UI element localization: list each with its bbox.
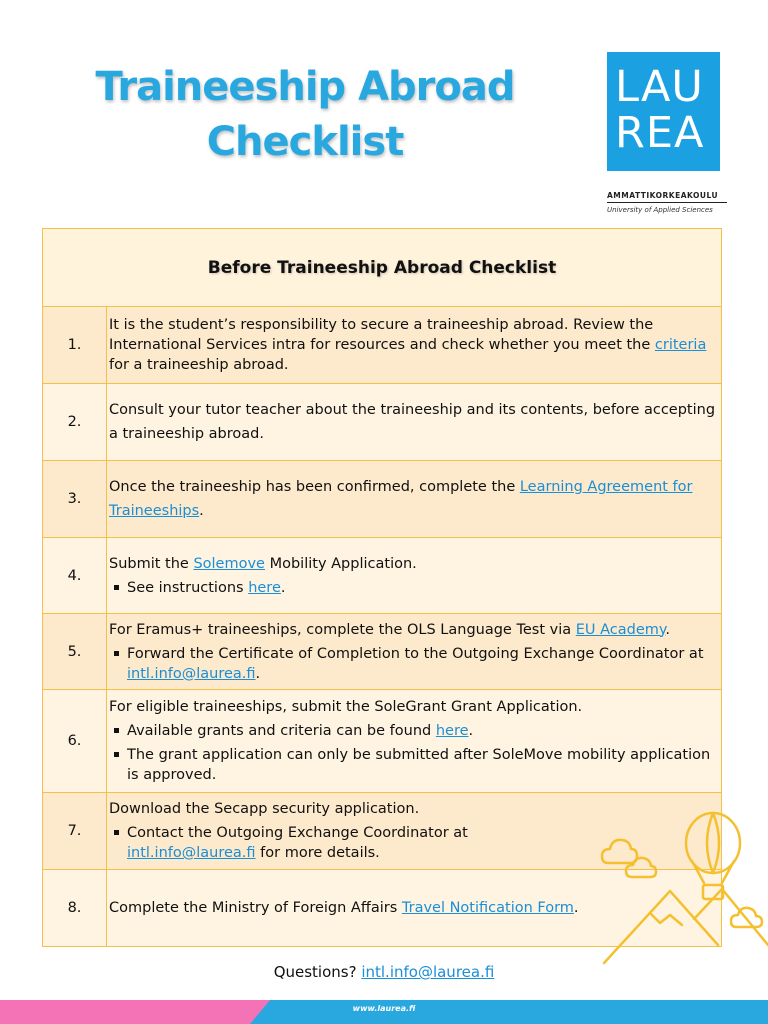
checklist-row: [43, 461, 722, 538]
row-number: 8.: [43, 870, 107, 947]
email-link[interactable]: intl.info@laurea.fi: [127, 845, 256, 861]
checklist-row: [43, 690, 722, 793]
row-number: 6.: [43, 690, 107, 793]
logo-line-1: LAU: [615, 62, 704, 112]
questions-line: [0, 963, 768, 981]
logo-subtitle-en: University of Applied Sciences: [607, 206, 713, 214]
row-number: 3.: [43, 461, 107, 538]
title-line-2: Checklist: [206, 119, 404, 165]
row-text: [107, 461, 722, 538]
solemove-link[interactable]: Solemove: [193, 555, 265, 572]
row-number: 7.: [43, 793, 107, 870]
cloud-icon: [626, 858, 656, 877]
cloud-icon: [602, 840, 637, 863]
row-number: 2.: [43, 384, 107, 461]
email-link[interactable]: intl.info@laurea.fi: [127, 665, 256, 682]
mountain-icon: [604, 891, 718, 963]
logo-subtitle-fi: AMMATTIKORKEAKOULU: [607, 191, 727, 203]
row-paragraph: Submit the Solemove Mobility Application.: [109, 555, 417, 572]
instructions-here-link[interactable]: here: [248, 579, 281, 596]
footer-url[interactable]: www.laurea.fi: [352, 1004, 416, 1013]
row-paragraph: Consult your tutor teacher about the traineeship and its contents, before accepting a traineeship abroad.: [109, 402, 716, 442]
row-paragraph: For eligible traineeships, submit the SoleGrant Grant Application.: [109, 699, 583, 715]
row-paragraph: Download the Secapp security application.: [109, 801, 420, 817]
checklist-row: [43, 538, 722, 614]
bullet-item: Available grants and criteria can be found here.: [109, 721, 717, 741]
checklist-row: [43, 307, 722, 384]
row-text: [107, 690, 722, 793]
questions-label: Questions?: [273, 963, 362, 981]
page-title: [60, 60, 550, 170]
questions-email-link[interactable]: intl.info@laurea.fi: [361, 963, 495, 981]
bullet-item: The grant application can only be submitted after SoleMove mobility application is approved.: [109, 745, 717, 785]
row-text: [107, 384, 722, 461]
row-text: [107, 538, 722, 614]
travel-notification-link[interactable]: Travel Notification Form: [401, 900, 574, 916]
laurea-logo: [607, 52, 720, 171]
row-text: [107, 307, 722, 384]
bullet-item: See instructions here.: [109, 578, 717, 598]
eu-academy-link[interactable]: EU Academy: [575, 621, 666, 638]
mountain-balloon-illustration: [600, 805, 768, 965]
bullet-item: Contact the Outgoing Exchange Coordinator at intl.info@laurea.fi for more details.: [109, 823, 717, 863]
row-number: 4.: [43, 538, 107, 614]
row-text: [107, 614, 722, 690]
checklist-row: [43, 614, 722, 690]
title-line-1: Traineeship Abroad: [95, 64, 515, 110]
grants-here-link[interactable]: here: [435, 723, 469, 739]
learning-agreement-link[interactable]: Learning Agreement for Traineeships: [109, 479, 693, 519]
criteria-link[interactable]: criteria: [654, 337, 707, 353]
row-paragraph: Complete the Ministry of Foreign Affairs Travel Notification Form.: [109, 900, 579, 916]
row-number: 1.: [43, 307, 107, 384]
logo-line-2: REA: [615, 108, 705, 158]
checklist-row: [43, 384, 722, 461]
row-paragraph: For Eramus+ traineeships, complete the OLS Language Test via EU Academy.: [109, 621, 671, 638]
bullet-item: Forward the Certificate of Completion to the Outgoing Exchange Coordinator at intl.info@laurea.fi.: [109, 644, 717, 684]
row-number: 5.: [43, 614, 107, 690]
checklist-heading: Before Traineeship Abroad Checklist: [43, 229, 722, 307]
row-paragraph: Once the traineeship has been confirmed, complete the Learning Agreement for Traineeships.: [109, 479, 693, 519]
row-paragraph: It is the student’s responsibility to secure a traineeship abroad. Review the International Services intra for resources and check whether you meet the criteria for a traineeship abroad.: [109, 317, 707, 373]
